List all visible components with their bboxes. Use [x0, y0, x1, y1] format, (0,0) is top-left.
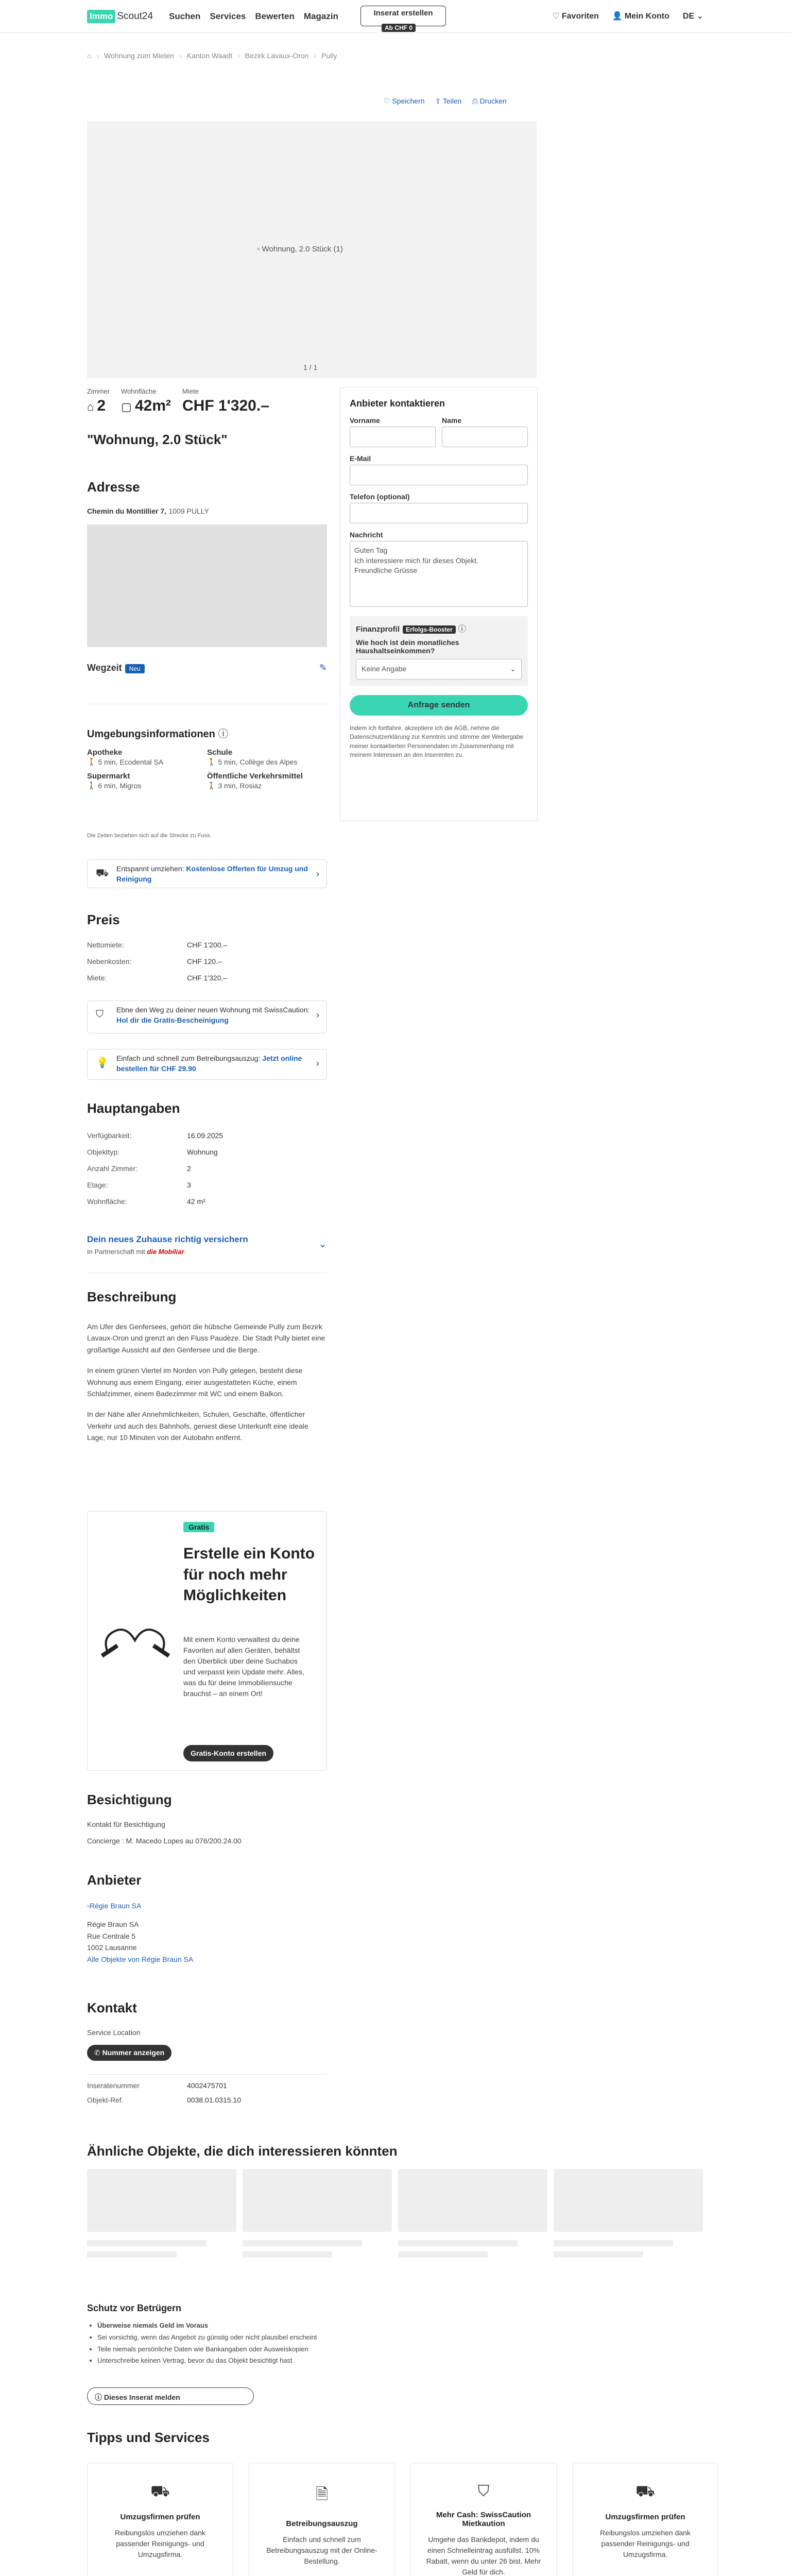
surroundings-note: Die Zeiten beziehen sich auf die Strecke zu Fuss.	[87, 833, 212, 839]
logo-text: Scout24	[117, 11, 153, 22]
main-info-key: Verfügbarkeit:	[87, 1131, 132, 1140]
service-card	[249, 2463, 395, 2576]
chevron-right-icon: ›	[316, 869, 319, 879]
fact-area-label: Wohnfläche	[121, 387, 157, 395]
walk-icon: 🚶	[207, 758, 218, 766]
swisscaution-banner[interactable]	[87, 1001, 327, 1033]
provider-logo[interactable]	[87, 1900, 154, 1911]
contact-key: Inseratenummer	[87, 2081, 140, 2090]
shield-icon: ⛉	[96, 1009, 104, 1020]
chevron-down-icon: ⌄	[510, 665, 516, 673]
last-name-label: Name	[442, 416, 462, 425]
poi-detail: 5 min, Ecodental SA	[98, 758, 164, 766]
main-info-value: 3	[187, 1181, 191, 1189]
finance-profile	[350, 616, 528, 686]
chevron-down-icon: ⌄	[696, 12, 703, 21]
main-info-heading: Hauptangaben	[87, 1100, 180, 1116]
legal-notice: Indem ich fortfahre, akzeptiere ich die AGB, nehme die Datenschutzerklärung zur Kenntnis und stimme der Weitergabe meiner kontaktierten Personendaten im Zusammenhang mit meinem Interessen an den Inserenten zu.	[350, 724, 524, 759]
services-heading: Tipps und Services	[87, 2430, 210, 2445]
nav-magazin[interactable]: Magazin	[303, 11, 338, 21]
breadcrumb-sep: ›	[314, 52, 317, 60]
viewing-text	[87, 1819, 242, 1847]
breadcrumb-item[interactable]: Kanton Waadt	[186, 52, 232, 60]
user-icon: 👤	[612, 12, 623, 21]
description-paragraph: Am Ufer des Genfersees, gehört die hübsche Gemeinde Pully zum Bezirk Lavaux-Oron und grenzt an den Fluss Paudèze. Die Stadt Pully bietet eine großartige Aussicht auf den Genfersee und die Berge.	[87, 1323, 325, 1354]
listing-title: "Wohnung, 2.0 Stück"	[87, 432, 228, 447]
email-field[interactable]	[350, 465, 528, 485]
report-listing-label: Dieses Inserat melden	[104, 2393, 180, 2401]
breadcrumb-sep: ›	[179, 52, 182, 60]
poi-name: Supermarkt	[87, 772, 130, 781]
poi-transport	[207, 772, 327, 790]
share-button[interactable]	[435, 97, 462, 106]
image-gallery[interactable]	[87, 121, 537, 378]
main-info-row	[87, 1131, 223, 1140]
contact-form	[340, 387, 538, 821]
first-name-input[interactable]	[350, 427, 436, 447]
income-select-value: Keine Angabe	[362, 665, 407, 673]
surroundings-heading	[87, 725, 228, 740]
service-card	[87, 2463, 233, 2576]
service-card	[572, 2463, 718, 2576]
phone-icon: ✆	[94, 2048, 102, 2057]
provider-city: 1002 Lausanne	[87, 1943, 137, 1952]
address-city: 1009 PULLY	[168, 507, 209, 515]
heart-hands-illustration	[97, 1615, 174, 1661]
moving-link[interactable]: Kostenlose Offerten für Umzug und Reinigung	[116, 865, 308, 883]
area-icon: ▢	[121, 400, 135, 413]
commute-label: Wegzeit	[87, 663, 122, 673]
key-facts	[87, 387, 269, 415]
service-title: Mehr Cash: SwissCaution Mietkaution	[436, 2511, 531, 2528]
price-value: CHF 1'200.–	[187, 941, 228, 949]
debt-extract-link[interactable]: Jetzt online bestellen für CHF 29.90	[116, 1054, 302, 1073]
breadcrumb-item[interactable]: Pully	[321, 52, 337, 60]
logo-mark: Immo	[87, 10, 115, 23]
service-text: Umgehe das Bankdepot, indem du einen Schnelleintrag ausfüllst. 10% Rabatt, wenn du unter 26 bist. Mehr Geld für dich.	[426, 2535, 541, 2576]
contact-row	[87, 2081, 241, 2090]
contact-service: Service Location	[87, 2028, 141, 2037]
show-number-button[interactable]	[87, 2045, 171, 2061]
main-info-key: Anzahl Zimmer:	[87, 1164, 138, 1173]
chevron-right-icon: ›	[316, 1010, 319, 1020]
create-listing-label: Inserat erstellen	[373, 9, 433, 18]
fact-rooms-value: 2	[97, 397, 106, 414]
main-nav	[169, 11, 338, 22]
address-street: Chemin du Montillier 7,	[87, 507, 167, 515]
pencil-icon[interactable]: ✎	[319, 663, 327, 673]
main-info-table	[87, 1131, 223, 1214]
poi-detail: 5 min, Collège des Alpes	[218, 758, 298, 766]
similar-heading: Ähnliche Objekte, die dich interessieren könnten	[87, 2143, 398, 2159]
surroundings-title: Umgebungsinformationen	[87, 728, 215, 740]
price-row	[87, 974, 227, 982]
finance-title: Finanzprofil	[356, 625, 400, 634]
services-cards	[87, 2463, 718, 2576]
badge-icon: ⛉	[477, 2483, 490, 2500]
address-heading: Adresse	[87, 479, 140, 495]
poi-detail: 3 min, Rosiaz	[218, 782, 262, 790]
free-badge: Gratis	[183, 1522, 214, 1532]
fact-area-value: 42m²	[134, 397, 171, 414]
provider-logo-alt: Régie Braun SA	[89, 1902, 142, 1910]
service-text: Reibungslos umziehen dank passender Reinigungs- und Umzugsfirma.	[600, 2529, 691, 2558]
fraud-tip: • Unterschreibe keinen Vertrag, bevor du das Objekt besichtigt hast	[97, 2355, 317, 2367]
chevron-right-icon: ›	[316, 1058, 319, 1069]
site-header	[0, 0, 791, 33]
breadcrumb-sep: ›	[96, 52, 99, 60]
price-key: Miete:	[87, 974, 107, 982]
fact-rooms	[87, 387, 110, 415]
contact-value: 0038.01.0315.10	[187, 2096, 242, 2104]
viewing-line: Concierge : M. Macedo Lopes au 076/200.24.00	[87, 1837, 242, 1845]
nav-bewerten[interactable]: Bewerten	[255, 11, 295, 21]
description-heading: Beschreibung	[87, 1289, 177, 1304]
language-label: DE	[682, 12, 695, 21]
service-title: Umzugsfirmen prüfen	[605, 2513, 685, 2521]
phone-label: Telefon (optional)	[350, 493, 410, 501]
poi-name: Apotheke	[87, 748, 123, 757]
moving-text: Entspannt umziehen:	[116, 865, 184, 873]
create-listing-price: Ab CHF 0	[382, 24, 416, 32]
price-heading: Preis	[87, 912, 120, 927]
breadcrumb-item[interactable]: Wohnung zum Mieten	[104, 52, 175, 60]
main-info-value: Wohnung	[187, 1148, 218, 1156]
promo-text: Mit einem Konto verwaltest du deine Favoriten auf allen Geräten, behältst den Überblick über deine Suchabos und verpasst kein Update mehr. Alles, was du für deine Immobiliensuche brauchst – an einem Ort!	[183, 1635, 305, 1698]
income-select[interactable]	[356, 659, 522, 680]
fact-rent-label: Miete	[182, 387, 199, 395]
nav-services[interactable]: Services	[210, 11, 246, 21]
debt-extract-banner[interactable]	[87, 1049, 327, 1080]
provider-name: Régie Braun SA	[87, 1920, 139, 1929]
similar-card-placeholder[interactable]	[243, 2169, 392, 2261]
info-icon[interactable]: ⓘ	[218, 728, 229, 740]
info-icon[interactable]: ⓘ	[458, 625, 467, 634]
new-badge: Neu	[125, 664, 145, 673]
poi-supermarket	[87, 772, 207, 790]
lightbulb-icon: 💡	[96, 1057, 109, 1069]
moving-banner[interactable]	[87, 859, 327, 888]
first-name-label: Vorname	[350, 416, 380, 425]
main-info-key: Wohnfläche:	[87, 1197, 127, 1206]
listing-actions	[384, 97, 507, 106]
fraud-tips	[97, 2320, 317, 2367]
poi-detail: 6 min, Migros	[98, 782, 142, 790]
swisscaution-text: Ebne den Weg zu deiner neuen Wohnung mit SwissCaution:	[116, 1006, 310, 1014]
contact-key: Objekt-Ref.	[87, 2096, 124, 2104]
contact-heading: Kontakt	[87, 2000, 137, 2015]
fact-rent	[182, 387, 269, 415]
favorites-label: Favoriten	[561, 12, 599, 21]
image-alt-text: Wohnung, 2.0 Stück (1)	[262, 245, 343, 253]
account-label: Mein Konto	[624, 12, 669, 21]
image-alt	[257, 245, 343, 253]
printer-icon: ⎙	[472, 97, 480, 105]
description-paragraph: In der Nähe aller Annehmlichkeiten, Schulen, Geschäfte, öffentlicher Verkehr und auch des Bahnhofs, geniest diese Unterkunft eine ideale Lage, nur 10 Minuten von der Autobahn entfernt.	[87, 1410, 308, 1442]
walk-icon: 🚶	[207, 782, 218, 790]
service-text: Einfach und schnell zum Betreibungsauszug mit der Online-Bestellung.	[266, 2535, 377, 2565]
main-info-key: Etage:	[87, 1181, 108, 1189]
broken-image-icon: ▫	[87, 1902, 90, 1910]
breadcrumb-item[interactable]: Bezirk Lavaux-Oron	[245, 52, 309, 60]
chevron-down-icon: ⌄	[318, 1239, 327, 1250]
price-key: Nettomiete:	[87, 941, 124, 949]
promo-title: Erstelle ein Konto für noch mehr Möglichkeiten	[183, 1545, 315, 1604]
header-right	[553, 11, 703, 21]
price-value: CHF 1'320.–	[187, 974, 228, 982]
message-textarea[interactable]: Guten Tag Ich interessiere mich für dieses Objekt. Freundliche Grüsse	[350, 541, 528, 607]
service-title: Betreibungsauszug	[286, 2519, 358, 2528]
account-promo	[87, 1511, 327, 1771]
viewing-heading: Besichtigung	[87, 1792, 172, 1807]
surroundings-grid	[87, 748, 327, 790]
poi-name: Schule	[207, 748, 233, 757]
viewing-line: Kontakt für Besichtigung	[87, 1820, 165, 1828]
fraud-tip: • Teile niemals persönliche Daten wie Bankangaben oder Ausweiskopien	[97, 2344, 317, 2355]
main-info-value: 2	[187, 1164, 191, 1173]
report-listing-button[interactable]	[87, 2387, 254, 2405]
alert-icon: ⓘ	[95, 2393, 104, 2401]
similar-card-placeholder[interactable]	[554, 2169, 703, 2261]
heart-icon: ♡	[552, 12, 560, 21]
share-icon: ⇪	[435, 97, 443, 105]
broken-image-icon: ▫	[257, 245, 262, 253]
fraud-tip: • Überweise niemals Geld im Voraus	[97, 2320, 317, 2332]
insurance-sub: In Partnerschaft mit	[87, 1248, 145, 1256]
truck-icon: ⛟	[150, 2483, 170, 2500]
main-info-row	[87, 1164, 223, 1173]
favorites-link[interactable]	[553, 11, 599, 21]
phone-field[interactable]	[350, 503, 528, 523]
home-icon[interactable]: ⌂	[87, 52, 92, 60]
provider-heading: Anbieter	[87, 1872, 142, 1888]
main-info-row	[87, 1181, 223, 1189]
similar-card-placeholder[interactable]	[398, 2169, 547, 2261]
main-info-value: 42 m²	[187, 1197, 205, 1206]
provider-all-link[interactable]: Alle Objekte von Régie Braun SA	[87, 1955, 194, 1963]
description-text	[87, 1321, 327, 1453]
provider-block	[87, 1900, 193, 1965]
map[interactable]	[87, 524, 327, 647]
price-key: Nebenkosten:	[87, 957, 132, 965]
message-label: Nachricht	[350, 531, 383, 539]
send-request-button[interactable]: Anfrage senden	[350, 695, 528, 716]
nav-suchen[interactable]: Suchen	[169, 11, 201, 21]
walk-icon: 🚶	[87, 782, 98, 790]
similar-listings	[87, 2169, 703, 2261]
description-paragraph: In einem grünen Viertel im Norden von Pully gelegen, besteht diese Wohnung aus einem Eingang, einer ausgestatteten Küche, einem Schlafzimmer, einem Badezimmer mit WC und einem Balkon.	[87, 1366, 303, 1398]
main-info-key: Objekttyp:	[87, 1148, 120, 1156]
price-value: CHF 120.–	[187, 957, 222, 965]
create-listing-button[interactable]	[360, 6, 446, 31]
main-info-value: 16.09.2025	[187, 1131, 223, 1140]
service-text: Reibungslos umziehen dank passender Reinigungs- und Umzugsfirma.	[115, 2529, 205, 2558]
heart-icon: ♡	[384, 97, 392, 105]
price-row	[87, 941, 227, 949]
save-label: Speichern	[392, 97, 425, 105]
main-info-row	[87, 1148, 223, 1156]
fraud-tip: • Sei vorsichtig, wenn das Angebot zu günstig oder nicht plausibel erscheint	[97, 2332, 317, 2344]
fact-rent-value: CHF 1'320.–	[182, 397, 269, 414]
provider-street: Rue Centrale 5	[87, 1931, 136, 1940]
fraud-heading: Schutz vor Betrügern	[87, 2303, 182, 2313]
show-number-label: Nummer anzeigen	[102, 2048, 165, 2057]
email-label: E-Mail	[350, 454, 371, 463]
insurance-title: Dein neues Zuhause richtig versichern	[87, 1234, 248, 1244]
logo[interactable]	[87, 9, 153, 24]
truck-icon: ⛟	[96, 868, 109, 879]
price-table	[87, 941, 227, 990]
image-counter: 1 / 1	[303, 363, 318, 371]
fact-area	[121, 387, 171, 415]
breadcrumb	[87, 52, 337, 60]
price-row	[87, 957, 227, 965]
divider	[87, 2074, 327, 2075]
print-button[interactable]	[472, 97, 506, 106]
poi-name: Öffentliche Verkehrsmittel	[207, 772, 303, 781]
walk-icon: 🚶	[87, 758, 98, 766]
contact-table	[87, 2081, 241, 2112]
print-label: Drucken	[479, 97, 507, 105]
contact-value: 4002475701	[187, 2081, 227, 2090]
similar-card-placeholder[interactable]	[87, 2169, 236, 2261]
main-info-row	[87, 1197, 223, 1206]
document-icon: 🗎	[315, 2486, 329, 2503]
commute-row[interactable]	[87, 663, 327, 673]
account-link[interactable]	[612, 11, 669, 21]
truck-icon: ⛟	[635, 2483, 655, 2500]
address-line	[87, 507, 209, 516]
mobiliar-logo: die Mobiliar	[147, 1248, 184, 1256]
service-card	[410, 2463, 557, 2576]
debt-extract-text: Einfach und schnell zum Betreibungsauszug:	[116, 1054, 261, 1062]
income-question: Wie hoch ist dein monatliches Haushaltseinkommen?	[356, 638, 459, 655]
breadcrumb-sep: ›	[237, 52, 240, 60]
insurance-accordion[interactable]	[87, 1234, 327, 1256]
service-title: Umzugsfirmen prüfen	[120, 2513, 200, 2521]
poi-school	[207, 748, 327, 767]
swisscaution-link[interactable]: Hol dir die Gratis-Bescheinigung	[116, 1015, 229, 1024]
save-button[interactable]	[384, 97, 425, 106]
share-label: Teilen	[442, 97, 462, 105]
contact-row	[87, 2096, 241, 2104]
house-icon: ⌂	[87, 400, 97, 413]
create-account-button[interactable]: Gratis-Konto erstellen	[183, 1745, 273, 1761]
contact-form-title: Anbieter kontaktieren	[350, 398, 445, 409]
last-name-input[interactable]	[442, 427, 528, 447]
poi-pharmacy	[87, 748, 207, 767]
language-switch[interactable]	[683, 11, 703, 21]
booster-badge: Erfolgs-Booster	[403, 625, 456, 634]
fact-rooms-label: Zimmer	[87, 387, 110, 395]
